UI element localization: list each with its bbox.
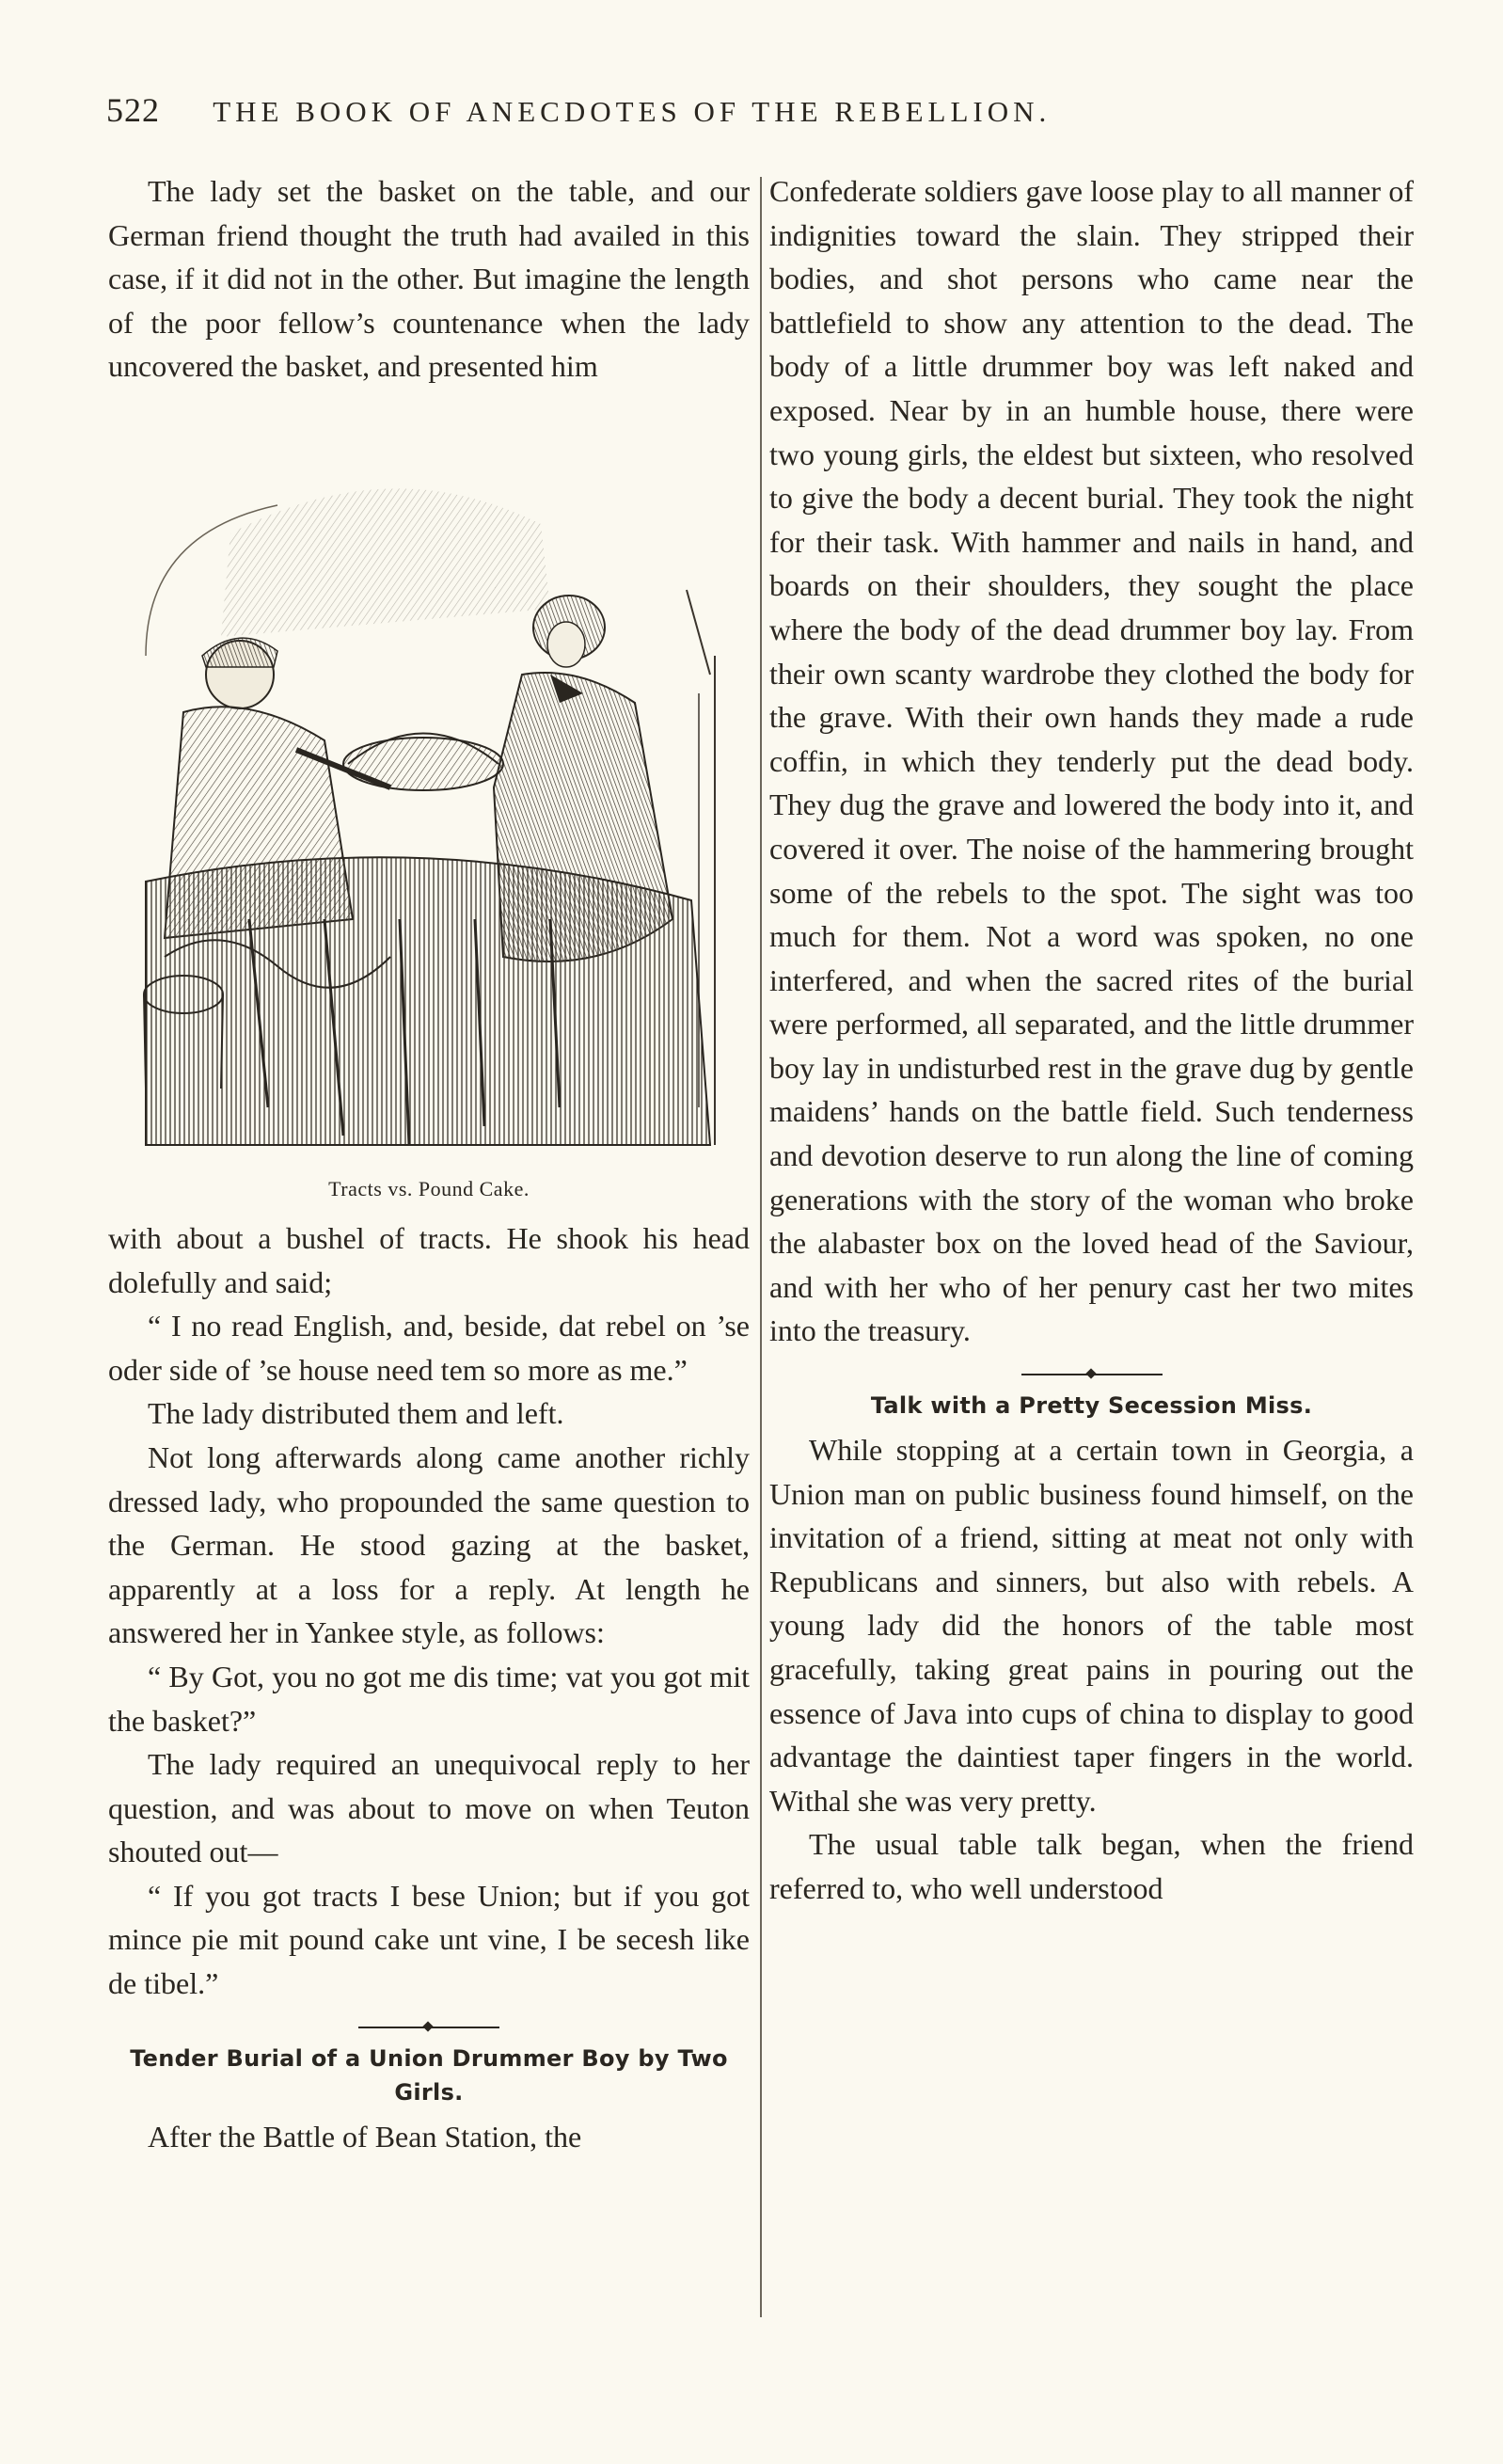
paragraph: After the Battle of Bean Station, the bbox=[148, 2119, 582, 2154]
running-title: THE BOOK OF ANECDOTES OF THE REBELLION. bbox=[213, 95, 1052, 128]
section-separator bbox=[769, 1374, 1414, 1375]
paragraph: “ If you got tracts I bese Union; but if you got mince pie mit pound cake unt vine, I be secesh like de tibel.” bbox=[108, 1878, 750, 2001]
column-divider bbox=[760, 177, 762, 2317]
left-column bbox=[108, 169, 750, 2158]
paragraph: The lady required an unequivocal reply to her question, and was about to move on when Teuton shouted out— bbox=[108, 1747, 750, 1869]
section-heading: Tender Burial of a Union Drummer Boy by Two Girls. bbox=[130, 2044, 728, 2106]
section-heading: Talk with a Pretty Secession Miss. bbox=[870, 1392, 1313, 1420]
page-header bbox=[106, 90, 1263, 130]
illustration-tracts-vs-pound-cake bbox=[108, 392, 750, 1183]
right-column bbox=[769, 169, 1414, 1911]
paragraph: While stopping at a certain town in Georgia, a Union man on public business found himself, on the invitation of a friend, sitting at meat not only with Republicans and sinners, but also with rebels. A young lady did the honors of the table most gracefully, taking great pains in pouring out the essence of Java into cups of china to display to good advantage the daintiest taper fingers in the world. Withal she was very pretty. bbox=[769, 1433, 1414, 1818]
page-number: 522 bbox=[106, 91, 160, 129]
illustration-caption: Tracts vs. Pound Cake. bbox=[328, 1176, 530, 1200]
paragraph: with about a bushel of tracts. He shook his head dolefully and said; bbox=[108, 1220, 750, 1299]
paragraph: “ By Got, you no got me dis time; vat you got mit the basket?” bbox=[108, 1659, 750, 1738]
paragraph: Confederate soldiers gave loose play to all manner of indignities toward the slain. They stripped their bodies, and shot persons who came near the battlefield to show any attention to the dead. The body of a little drummer boy was left naked and exposed. Near by in an humble house, there were two young girls, the eldest but sixteen, who resolved to give the body a decent burial. They took the night for their task. With hammer and nails in hand, and boards on their shoulders, they sought the place where the body of the dead drummer boy lay. From their own scanty wardrobe they clothed the body for the grave. With their own hands they made a rude coffin, in which they tenderly put the dead body. They dug the grave and lowered the body into it, and covered it over. The noise of the hammering brought some of the rebels to the spot. The sight was too much for them. Not a word was spoken, no one interfered, and when the sacred rites of the burial were performed, all separated, and the little drummer boy lay in undisturbed rest in the grave dug by gentle maidens’ hands on the battle field. Such tenderness and devotion deserve to run along the line of coming generations with the story of the woman who broke the alabaster box on the loved head of the Saviour, and with her who of her penury cast her two mites into the treasury. bbox=[769, 174, 1414, 1348]
paragraph: “ I no read English, and, beside, dat rebel on ’se oder side of ’se house need tem so more as me.” bbox=[108, 1309, 750, 1387]
paragraph: The usual table talk began, when the friend referred to, who well understood bbox=[769, 1827, 1414, 1905]
paragraph: The lady distributed them and left. bbox=[148, 1396, 564, 1431]
paragraph: Not long afterwards along came another richly dressed lady, who propounded the same question to the German. He stood gazing at the basket, apparently at a loss for a reply. At length he answered her in Yankee style, as follows: bbox=[108, 1439, 750, 1650]
section-separator bbox=[108, 2027, 750, 2028]
paragraph: The lady set the basket on the table, and our German friend thought the truth had availed in this case, if it did not in the other. But imagine the length of the poor fellow’s countenance when the lady uncovered the basket, and presented him bbox=[108, 174, 750, 384]
